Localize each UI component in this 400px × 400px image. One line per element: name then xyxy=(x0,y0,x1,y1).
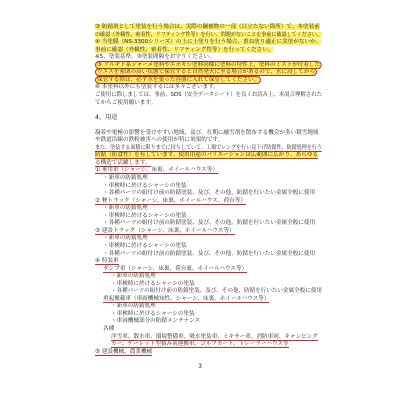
line-text: ダンプ車（シャーシ、床裏、荷台裏、ホイールハウス等） xyxy=(103,265,248,272)
line-text: ・車両機械部分の防錆メンテナンス xyxy=(111,318,201,325)
line-text: ウエスを密閉の高い状態で保管すると自然発火に至る場合があるので、水に浸してから xyxy=(97,69,316,76)
line-text: 洋雪車、散水車、環境整備車、吸水塗装車、ミキサー車、消防車両、キャンピング xyxy=(111,333,318,340)
line-text: ※5、塗装基準、③塗装間隔をお守りください。 xyxy=(95,54,215,61)
line-text: 保管する際は、必ず水を張った容器に入れて保管してください。 xyxy=(97,76,260,83)
line-text: ・新車の防錆処理 xyxy=(111,303,156,310)
line-text: 各種 xyxy=(103,326,115,332)
line-text: ・各種パーツの組付け前の防錆塗装、及び、その他、防錆を行いたい金属全般に使用 xyxy=(103,190,316,197)
line-text: ・車検時に於けるシャーシの塗装 xyxy=(111,280,195,287)
line-text: ・新車の防錆処理 xyxy=(103,175,148,181)
line-text: ・車検時に於けるシャーシの塗装 xyxy=(103,242,187,249)
document-line xyxy=(103,250,315,258)
document-line xyxy=(111,317,200,325)
document-line xyxy=(95,348,152,356)
line-text: また、塗装する面積に限りまでに持ちしていて、工場でレングを行い見下げ防錆性、防錆処理を行う xyxy=(95,144,322,151)
line-text: 防錆（防食性）を有しています。使用用途のバリエーションは広範囲に広がり、あらゆる xyxy=(95,152,318,159)
line-text: ・新車の防錆処理 xyxy=(103,235,148,242)
line-text: ・車検時に於けるシャーシの塗装 xyxy=(111,310,195,317)
line-text: ・車検時に於けるシャーシの塗装 xyxy=(103,182,187,189)
line-text: 事前に確認（外観性、密着性、リフティング性等）を行ってください。 xyxy=(95,46,274,53)
line-text: ⑤ 建設機械、農業機械 xyxy=(95,348,153,355)
line-text: カー、ゲーレット型積み荷運搬車、ゴルフカート、トレーラーハウス等 xyxy=(111,341,289,348)
line-text: や鉄道沿線の鉄粉被害への使用が特に効果的です。 xyxy=(95,137,224,144)
line-text: の確認（外観性、密着性、リフティング性等）を行い、問題がないことを事前に確認してください。 xyxy=(95,31,322,38)
line-text: る構造で活躍します。 xyxy=(95,159,151,166)
line-text: ・新車の防錆処理 xyxy=(111,273,156,280)
line-text: ① 乗用車（シャーシ、床裏、ホイールハウス等） xyxy=(95,167,218,174)
line-text: ③ 防錆剤として塗装を行う場合は、実際の鋼被物の一部（目立たない箇所）で、本塗装前 xyxy=(95,24,320,30)
line-text: 4、用途 xyxy=(95,113,118,121)
document-line xyxy=(95,99,156,107)
line-text: ・各種パーツの組付け前の防錆塗装、及び、その他、防錆を行いたい金属全般に使用 xyxy=(111,288,322,295)
line-text: ⑤ アルギド系ジャーメ塗料やエポキシ塗料同様に塗料の特性上、塗料のミストが付着した xyxy=(96,61,321,68)
line-text: ④ 当塗膜（NS-3300シリーズ）の上に上塗りを行う場合、重ね塗り適正に実塗がないか、 xyxy=(95,39,322,46)
line-text: ② 軽トラック（シャーシ、床裏、ホイールハウス、荷台等） xyxy=(95,197,246,204)
line-text: ④ 特装車 xyxy=(95,258,119,265)
page-number: 3 xyxy=(198,363,202,370)
section-heading xyxy=(95,114,118,122)
line-text: ③ 建設トラック（シャーシ、床裏、ホイールハウス等） xyxy=(95,227,235,234)
line-text: てからご使用願います。 xyxy=(95,99,157,106)
line-text: ・車検時に於けるシャーシの塗装 xyxy=(103,212,187,219)
line-text: ・新車の防錆処理 xyxy=(103,205,148,212)
line-text: 重起搬載車（車両機械知性、シャーシ、床裏、ホイールハウス等） xyxy=(103,295,270,302)
line-text: ・各種パーツの組付け前の防錆塗装、及び、その他、防錆を行いたい金属全般に使用 xyxy=(103,250,316,257)
line-text: 凝着や電極の影響を受けやすい地域、及び、在期に融雪剤を散布する機会が多い積雪地域 xyxy=(95,129,319,136)
line-text: ・各種パーツの組付け前の防錆塗装、及び、その他、防錆を行いたい金属全般に使用 xyxy=(103,220,316,227)
line-text: ⑥ 本塗料以外にも塗装するには多々ございます。 xyxy=(95,84,219,91)
line-text: ご使用に際しましては、事前、SDS（安全データシート）を良くお読み上、本説合理解された xyxy=(95,91,322,98)
